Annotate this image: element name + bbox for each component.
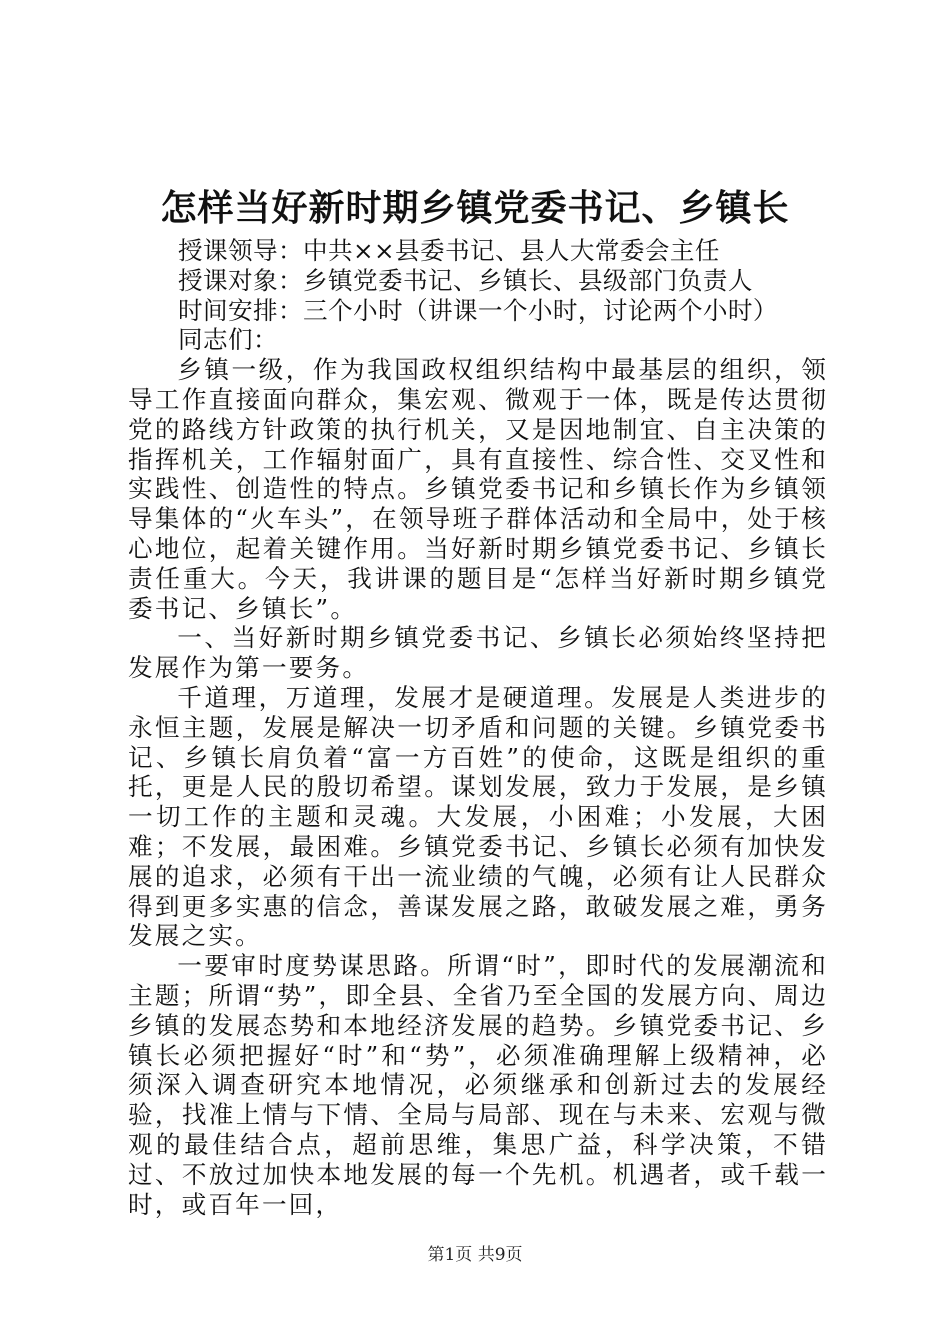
document-title: 怎样当好新时期乡镇党委书记、乡镇长 xyxy=(160,187,790,229)
meta-line-audience: 授课对象：乡镇党委书记、乡镇长、县级部门负责人 xyxy=(178,265,753,295)
paragraph-strategy: 一要审时度势谋思路。所谓“时”，即时代的发展潮流和主题；所谓“势”，即全县、全省乃至全国的发展方向、周边乡镇的发展态势和本地经济发展的趋势。乡镇党委书记、乡镇长必须把握好“时”和“势”，必须准确理解上级精神，必须深入调查研究本地情况，必须继承和创新过去的发展经验，找准上情与下情、全局与局部、现在与未来、宏观与微观的最佳结合点，超前思维，集思广益，科学决策，不错过、不放过加快本地发展的每一个先机。机遇者，或千载一时，或百年一回， xyxy=(128,951,828,1219)
meta-line-schedule: 时间安排：三个小时（讲课一个小时，讨论两个小时） xyxy=(178,295,778,325)
page-number-footer: 第1页 共9页 xyxy=(427,1245,523,1265)
salutation: 同志们： xyxy=(178,325,278,355)
section-heading-1: 一、当好新时期乡镇党委书记、乡镇长必须始终坚持把发展作为第一要务。 xyxy=(128,623,828,683)
meta-line-lecturer: 授课领导：中共××县委书记、县人大常委会主任 xyxy=(178,236,720,265)
paragraph-intro: 乡镇一级，作为我国政权组织结构中最基层的组织，领导工作直接面向群众，集宏观、微观于一体，既是传达贯彻党的路线方针政策的执行机关，又是因地制宜、自主决策的指挥机关，工作辐射面广，具有直接性、综合性、交叉性和实践性、创造性的特点。乡镇党委书记和乡镇长作为乡镇领导集体的“火车头”，在领导班子群体活动和全局中，处于核心地位，起着关键作用。当好新时期乡镇党委书记、乡镇长责任重大。今天，我讲课的题目是“怎样当好新时期乡镇党委书记、乡镇长”。 xyxy=(128,355,828,623)
paragraph-development: 千道理，万道理，发展才是硬道理。发展是人类进步的永恒主题，发展是解决一切矛盾和问题的关键。乡镇党委书记、乡镇长肩负着“富一方百姓”的使命，这既是组织的重托，更是人民的殷切希望。谋划发展，致力于发展，是乡镇一切工作的主题和灵魂。大发展，小困难；小发展，大困难；不发展，最困难。乡镇党委书记、乡镇长必须有加快发展的追求，必须有干出一流业绩的气魄，必须有让人民群众得到更多实惠的信念，善谋发展之路，敢破发展之难，勇务发展之实。 xyxy=(128,682,828,951)
document-body xyxy=(128,236,828,1219)
